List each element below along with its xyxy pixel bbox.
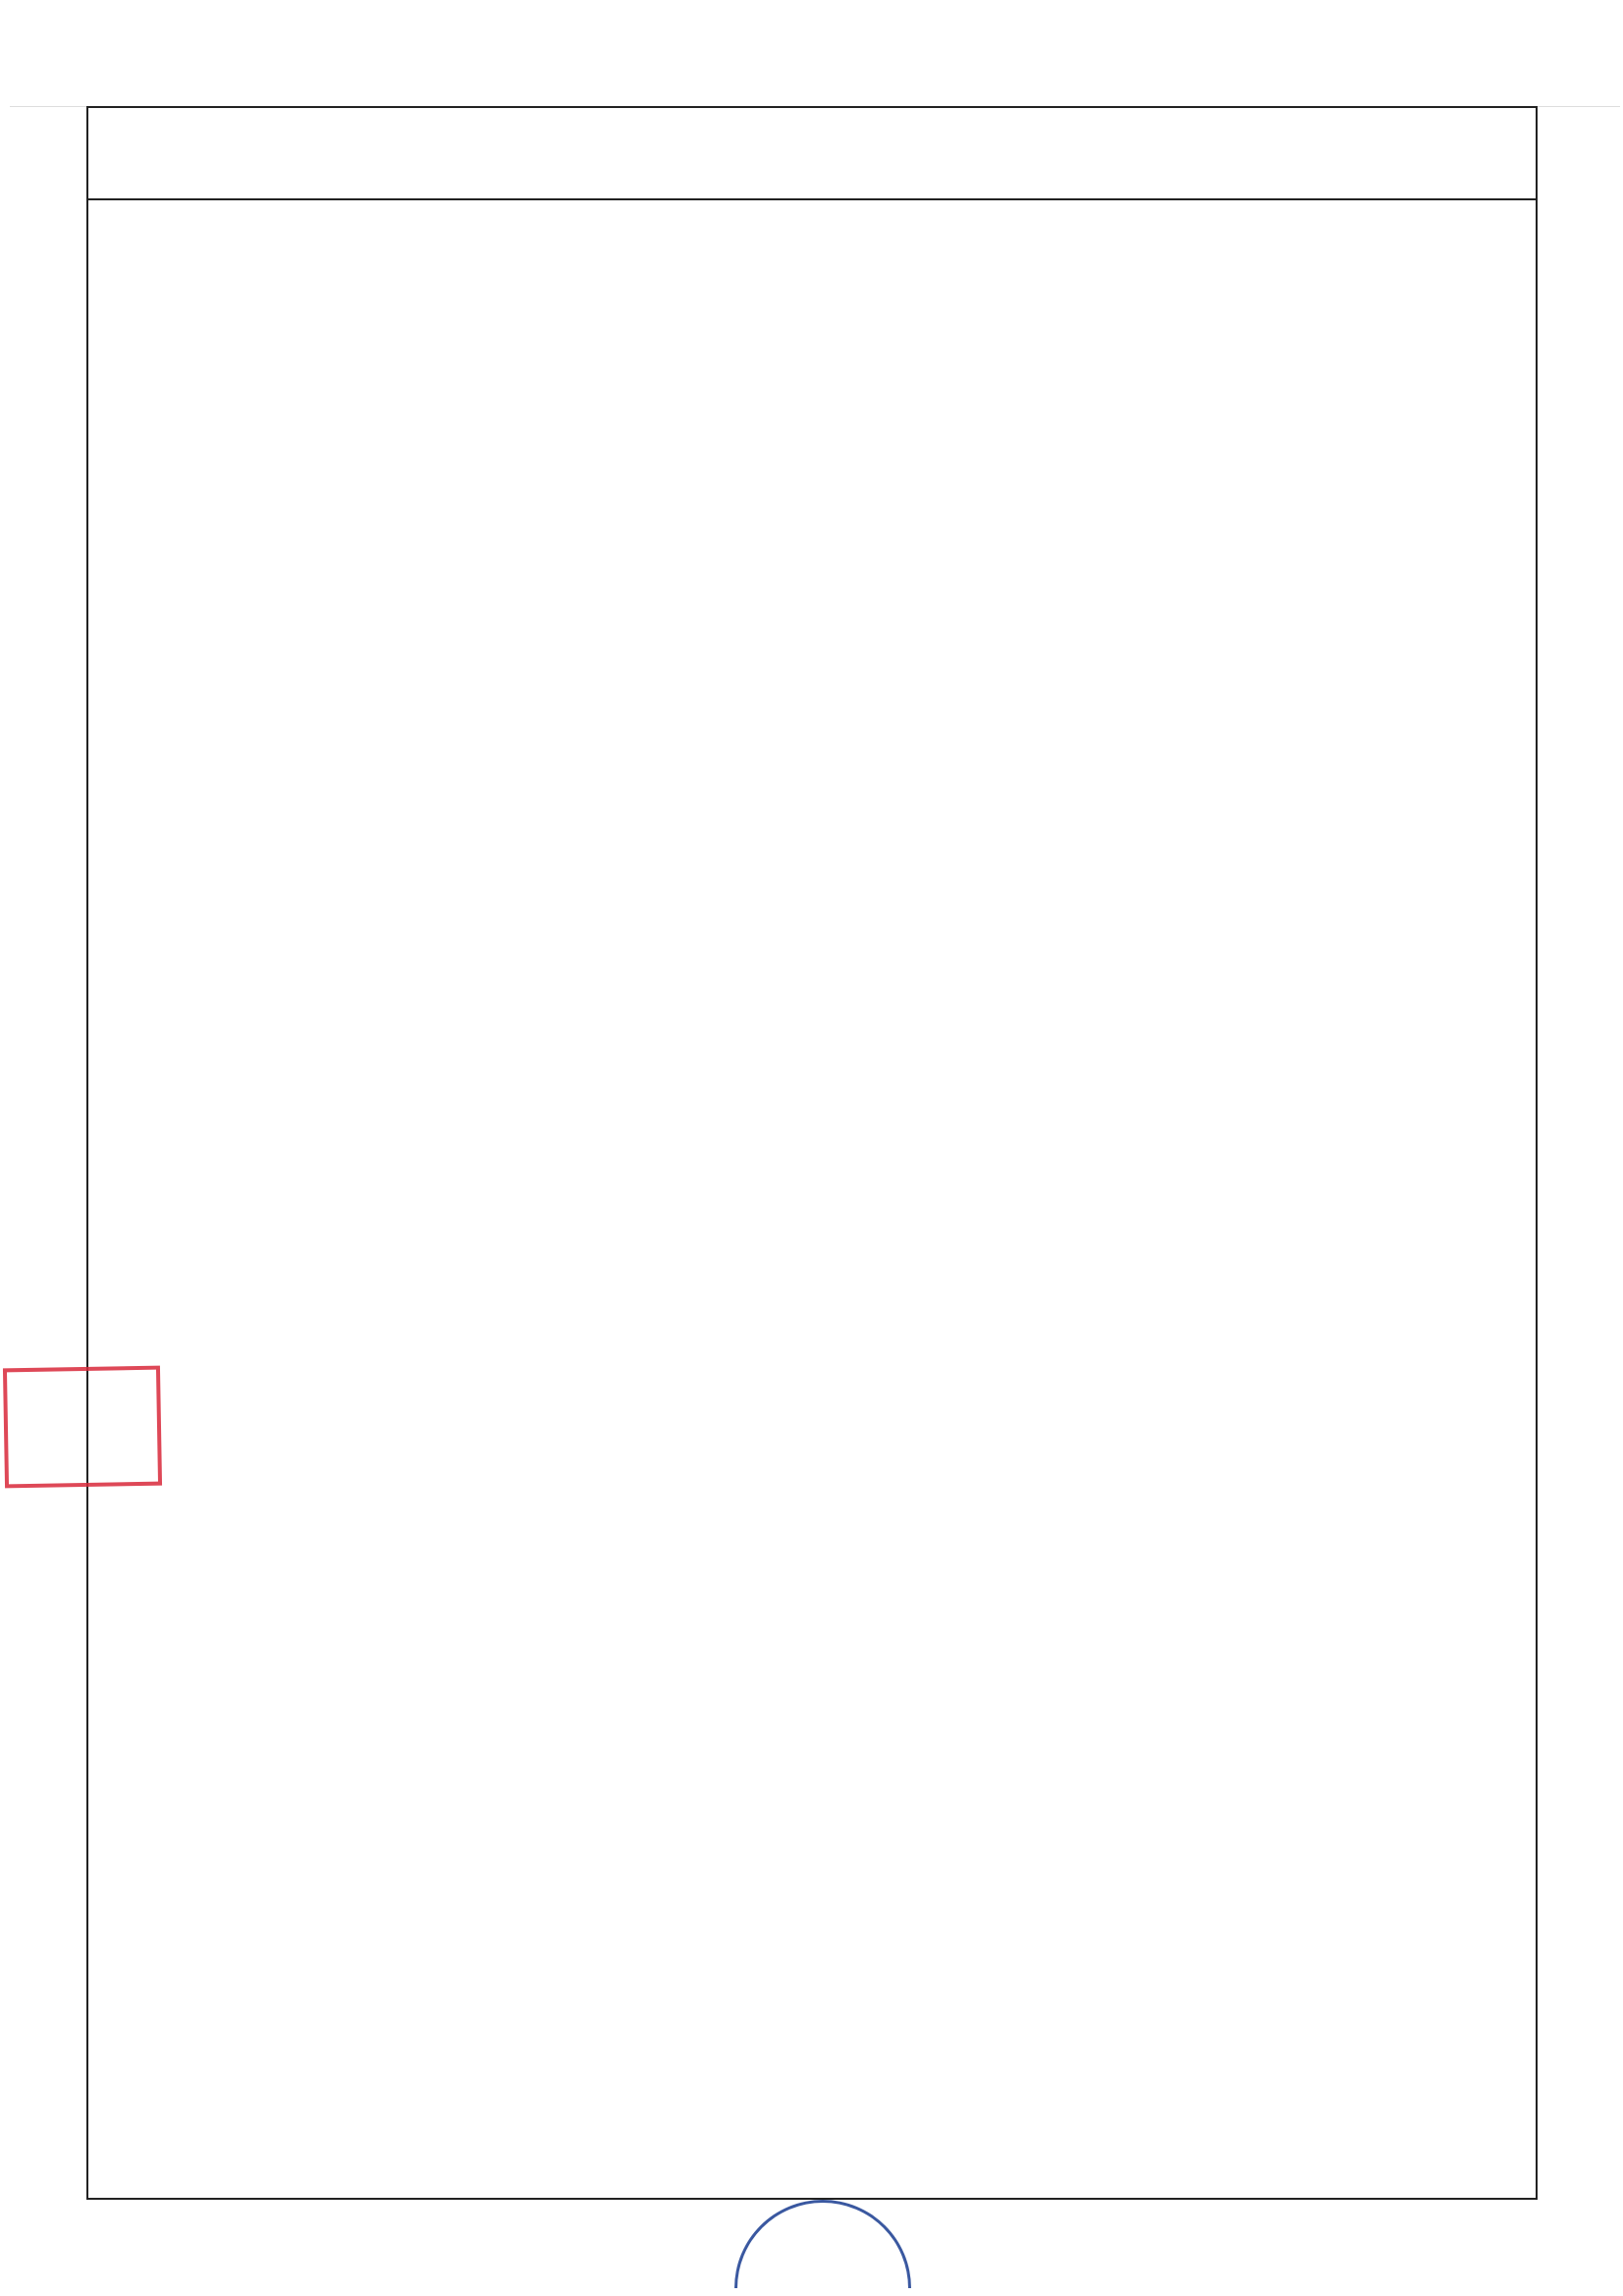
official-stamp xyxy=(3,1366,162,1489)
document-frame xyxy=(86,106,1538,2200)
title-bar xyxy=(86,106,1538,200)
bottom-seal xyxy=(734,2200,911,2288)
stamp-text xyxy=(7,1370,154,1373)
